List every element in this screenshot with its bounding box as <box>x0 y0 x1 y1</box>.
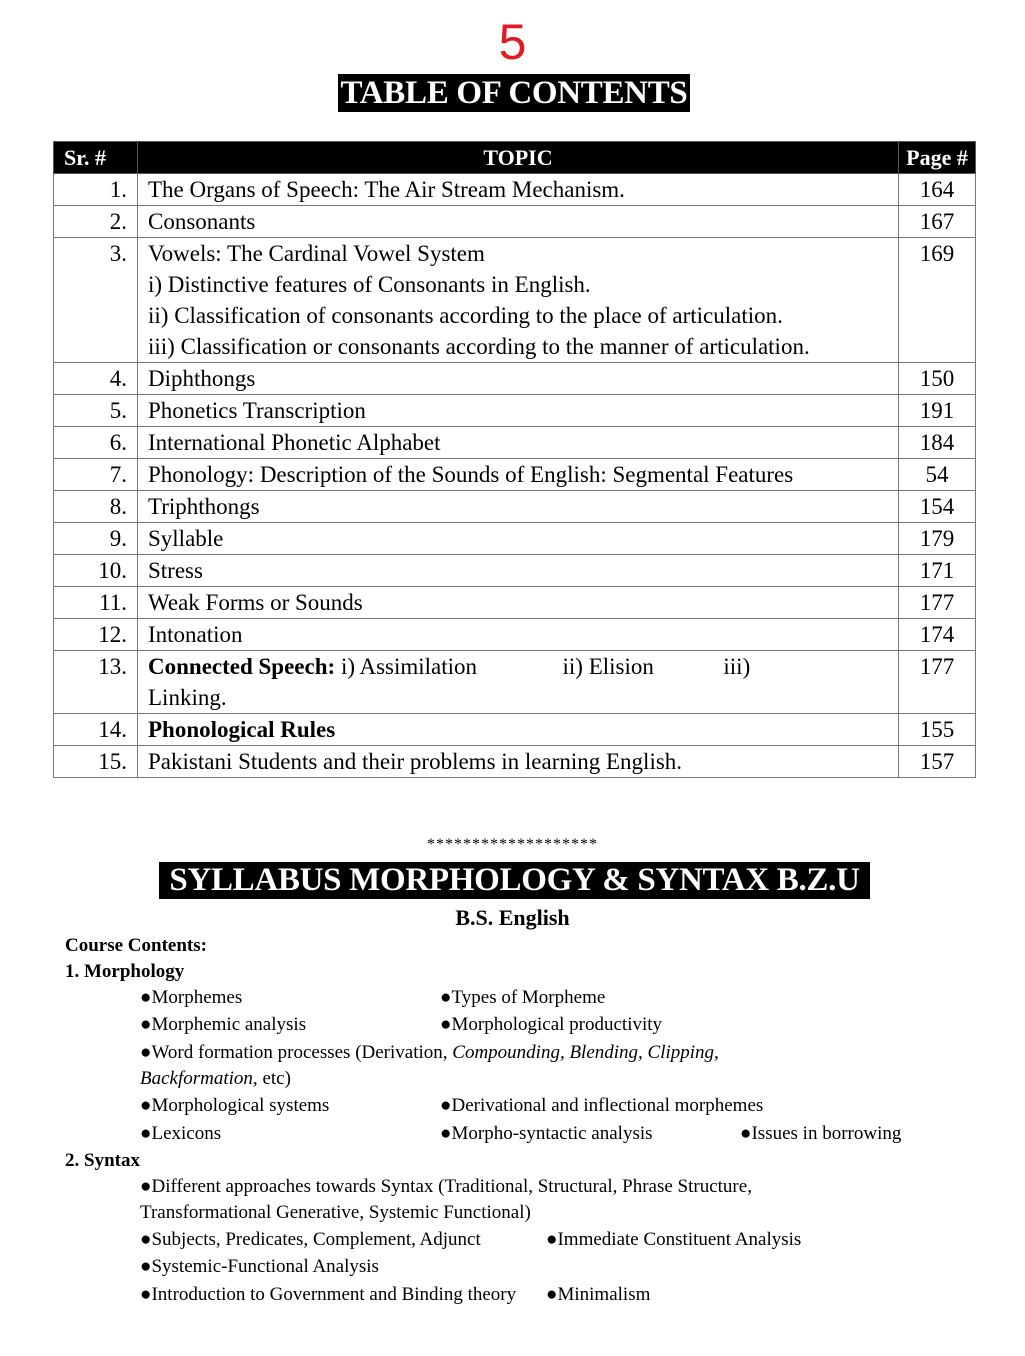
word-formation-text: ●Word formation processes (Derivation, <box>140 1042 453 1063</box>
row-topic-cont: Linking. <box>148 685 227 710</box>
row-topic: International Phonetic Alphabet <box>138 427 899 459</box>
header-sr: Sr. # <box>54 142 138 174</box>
row-sr: 9. <box>54 523 138 555</box>
row-sr: 8. <box>54 491 138 523</box>
table-row <box>54 523 976 555</box>
list-item: ●Morphological systems <box>140 1095 330 1116</box>
row-sr: 2. <box>54 206 138 238</box>
table-row <box>54 746 976 778</box>
row-subtopic: i) Distinctive features of Consonants in English. <box>148 272 591 297</box>
list-item: ●Morphological productivity <box>440 1014 663 1035</box>
word-formation-suffix: etc) <box>257 1068 291 1089</box>
row-topic: Stress <box>138 555 899 587</box>
row-topic-bold: Connected Speech: <box>148 654 336 679</box>
table-row <box>54 395 976 427</box>
separator-stars: ******************* <box>427 836 598 853</box>
header-page: Page # <box>899 142 976 174</box>
table-row <box>54 459 976 491</box>
list-item-word-formation-cont <box>140 1067 291 1091</box>
table-row <box>54 651 976 714</box>
row-page: 174 <box>899 619 976 651</box>
row-sr: 6. <box>54 427 138 459</box>
row-topic: Diphthongs <box>138 363 899 395</box>
list-item: ●Different approaches towards Syntax (Traditional, Structural, Phrase Structure, <box>140 1176 752 1197</box>
table-row <box>54 363 976 395</box>
row-sr: 10. <box>54 555 138 587</box>
table-row <box>54 238 976 363</box>
list-item: ●Introduction to Government and Binding theory <box>140 1284 517 1305</box>
row-sr: 15. <box>54 746 138 778</box>
list-item: ●Immediate Constituent Analysis <box>546 1229 802 1250</box>
row-page: 164 <box>899 174 976 206</box>
row-page: 154 <box>899 491 976 523</box>
row-page: 171 <box>899 555 976 587</box>
row-topic-part: i) Assimilation <box>340 654 478 679</box>
row-sr: 14. <box>54 714 138 746</box>
list-item: ●Issues in borrowing <box>740 1123 902 1144</box>
word-formation-italic2: Backformation, <box>140 1068 258 1089</box>
row-sr: 7. <box>54 459 138 491</box>
page-number: 5 <box>498 14 527 70</box>
list-item: ●Minimalism <box>546 1284 651 1305</box>
row-topic <box>138 238 899 363</box>
table-row <box>54 714 976 746</box>
table-row <box>54 206 976 238</box>
row-sr: 3. <box>54 238 138 363</box>
syllabus-title: SYLLABUS MORPHOLOGY & SYNTAX B.Z.U <box>159 862 870 899</box>
row-subtopic: iii) Classification or consonants according to the manner of articulation. <box>148 334 810 359</box>
table-row <box>54 427 976 459</box>
list-item: ●Morphemes <box>140 987 243 1008</box>
morphology-heading: 1. Morphology <box>65 961 185 982</box>
word-formation-italic: Compounding, Blending, Clipping, <box>452 1042 719 1063</box>
row-topic: Intonation <box>138 619 899 651</box>
list-item-word-formation <box>140 1041 719 1065</box>
list-item: ●Types of Morpheme <box>440 987 606 1008</box>
table-row <box>54 174 976 206</box>
list-item: ●Morphemic analysis <box>140 1014 307 1035</box>
toc-title: TABLE OF CONTENTS <box>338 74 690 112</box>
list-item: ●Lexicons <box>140 1123 222 1144</box>
row-page: 177 <box>899 587 976 619</box>
list-item-cont: Transformational Generative, Systemic Functional) <box>140 1202 531 1223</box>
row-page: 155 <box>899 714 976 746</box>
row-sr: 11. <box>54 587 138 619</box>
row-topic: Triphthongs <box>138 491 899 523</box>
row-topic: Syllable <box>138 523 899 555</box>
course-contents-label: Course Contents: <box>65 935 207 956</box>
row-topic <box>138 651 899 714</box>
row-topic-part: iii) <box>723 654 751 679</box>
row-topic: Weak Forms or Sounds <box>138 587 899 619</box>
table-row <box>54 491 976 523</box>
row-sr: 5. <box>54 395 138 427</box>
toc-header-row <box>54 142 976 174</box>
row-topic: Consonants <box>138 206 899 238</box>
header-topic: TOPIC <box>138 142 899 174</box>
row-page: 184 <box>899 427 976 459</box>
row-topic: Phonology: Description of the Sounds of English: Segmental Features <box>138 459 899 491</box>
syntax-heading: 2. Syntax <box>65 1150 140 1171</box>
table-row <box>54 587 976 619</box>
row-page: 177 <box>899 651 976 714</box>
row-sr: 4. <box>54 363 138 395</box>
toc-table <box>53 141 976 778</box>
row-page: 157 <box>899 746 976 778</box>
row-page: 150 <box>899 363 976 395</box>
row-page: 54 <box>899 459 976 491</box>
row-topic: Phonological Rules <box>138 714 899 746</box>
list-item: ●Systemic-Functional Analysis <box>140 1256 379 1277</box>
list-item: ●Subjects, Predicates, Complement, Adjunct <box>140 1229 481 1250</box>
row-topic: The Organs of Speech: The Air Stream Mechanism. <box>138 174 899 206</box>
row-sr: 13. <box>54 651 138 714</box>
row-page: 169 <box>899 238 976 363</box>
list-item: ●Morpho-syntactic analysis <box>440 1123 653 1144</box>
row-topic-main: Vowels: The Cardinal Vowel System <box>148 241 485 266</box>
row-page: 191 <box>899 395 976 427</box>
row-topic: Phonetics Transcription <box>138 395 899 427</box>
row-topic-part: ii) Elision <box>562 654 654 679</box>
syllabus-subtitle: B.S. English <box>455 905 570 930</box>
list-item: ●Derivational and inflectional morphemes <box>440 1095 764 1116</box>
table-row <box>54 555 976 587</box>
row-page: 167 <box>899 206 976 238</box>
table-row <box>54 619 976 651</box>
row-sr: 12. <box>54 619 138 651</box>
row-sr: 1. <box>54 174 138 206</box>
row-topic: Pakistani Students and their problems in learning English. <box>138 746 899 778</box>
row-subtopic: ii) Classification of consonants according to the place of articulation. <box>148 303 783 328</box>
row-page: 179 <box>899 523 976 555</box>
